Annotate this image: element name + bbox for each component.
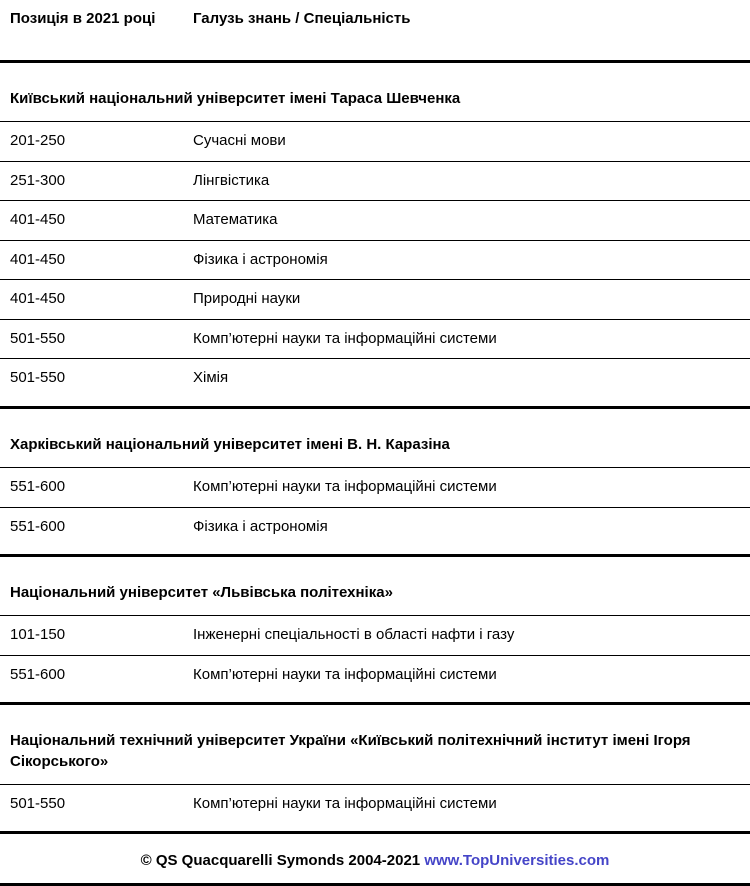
specialty-cell: Інженерні спеціальності в області нафти і газу	[193, 626, 515, 644]
university-section	[0, 406, 750, 554]
university-section	[0, 60, 750, 406]
university-name: Національний технічний університет України «Київський політехнічний інститут імені Ігоря Сікорського»	[10, 732, 691, 770]
table-row	[0, 279, 750, 319]
specialty-cell: Комп’ютерні науки та інформаційні системи	[193, 794, 497, 812]
table-row	[0, 121, 750, 161]
specialty-cell: Математика	[193, 211, 278, 229]
position-cell: 401-450	[10, 290, 66, 308]
position-cell: 201-250	[10, 132, 66, 150]
footer	[0, 831, 750, 886]
position-cell: 501-550	[10, 369, 66, 387]
table-row	[0, 161, 750, 201]
specialty-cell: Лінгвістика	[193, 171, 270, 189]
specialty-cell: Комп’ютерні науки та інформаційні системи	[193, 478, 497, 495]
position-cell: 551-600	[10, 665, 66, 683]
position-cell: 501-550	[10, 794, 66, 812]
position-cell: 501-550	[10, 329, 66, 347]
table-row	[0, 200, 750, 240]
university-name: Національний університет «Львівська політехніка»	[10, 584, 393, 601]
university-name: Київський національний університет імені Тараса Шевченка	[10, 90, 461, 107]
table-row	[0, 507, 750, 547]
table-row	[0, 467, 750, 507]
table-row	[0, 358, 750, 398]
specialty-cell: Комп’ютерні науки та інформаційні системи	[193, 665, 497, 683]
specialty-cell: Фізика і астрономія	[193, 517, 328, 535]
position-cell: 101-150	[10, 626, 66, 644]
position-cell: 551-600	[10, 517, 66, 535]
column-header-specialty: Галузь знань / Спеціальність	[193, 10, 411, 27]
specialty-cell: Сучасні мови	[193, 132, 286, 150]
column-header-position: Позиція в 2021 році	[10, 10, 156, 27]
position-cell: 251-300	[10, 171, 66, 189]
university-name: Харківський національний університет імені В. Н. Каразіна	[10, 435, 450, 453]
topuniversities-link[interactable]: www.TopUniversities.com	[424, 852, 610, 870]
table-row	[0, 615, 750, 655]
position-cell: 551-600	[10, 478, 66, 495]
table-row	[0, 319, 750, 359]
position-cell: 401-450	[10, 211, 66, 229]
specialty-cell: Хімія	[193, 369, 229, 387]
specialty-cell: Природні науки	[193, 290, 301, 308]
university-section	[0, 702, 750, 831]
table-header-row	[0, 0, 750, 60]
table-row	[0, 784, 750, 824]
specialty-cell: Фізика і астрономія	[193, 250, 328, 268]
copyright-text: © QS Quacquarelli Symonds 2004-2021	[140, 852, 421, 870]
position-cell: 401-450	[10, 250, 66, 268]
table-body	[0, 60, 750, 831]
table-row	[0, 655, 750, 695]
specialty-cell: Комп’ютерні науки та інформаційні системи	[193, 329, 497, 347]
university-section	[0, 554, 750, 702]
table-row	[0, 240, 750, 280]
